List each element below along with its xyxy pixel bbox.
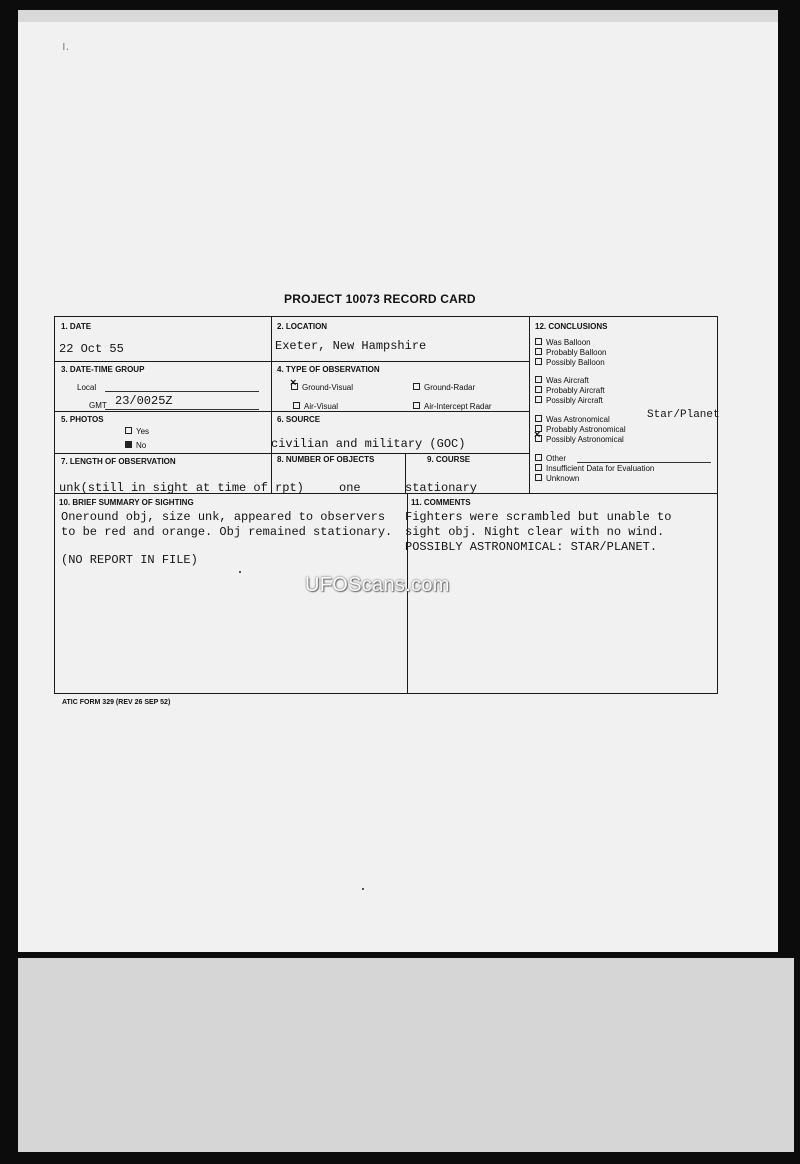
ink-speck [239,571,241,573]
local-label: Local [77,383,97,392]
location-label: 2. LOCATION [277,322,328,331]
date-label: 1. DATE [61,322,92,331]
lower-paper-sheet [18,958,794,1152]
conclusions-label: 12. CONCLUSIONS [535,322,608,331]
source-value: civilian and military (GOC) [271,437,466,451]
conclusion-option: Possibly Balloon [535,358,605,367]
conclusion-option: Probably Balloon [535,348,606,357]
comments-line: POSSIBLY ASTRONOMICAL: STAR/PLANET. [405,540,658,554]
length-of-observation-label: 7. LENGTH OF OBSERVATION [61,457,176,466]
conclusion-option: Possibly Aircraft [535,396,603,405]
divider [529,317,530,493]
checkbox-icon [535,396,542,403]
checkbox-icon [413,402,420,409]
location-value: Exeter, New Hampshire [275,339,427,353]
conclusion-option: Was Balloon [535,338,591,347]
checkbox-checked-icon [291,383,298,390]
corner-pencil-mark: ı. [62,38,70,53]
checkbox-icon [535,415,542,422]
checkbox-filled-icon [125,441,132,448]
checkbox-icon [535,464,542,471]
brief-summary-line: to be red and orange. Obj remained stationary. [61,525,393,539]
comments-line: sight obj. Night clear with no wind. [405,525,665,539]
course-label: 9. COURSE [427,455,471,464]
number-of-objects-value: one [339,481,361,495]
gmt-line [105,409,259,410]
option-air-intercept-radar: Air-Intercept Radar [413,402,492,411]
checkbox-icon [293,402,300,409]
brief-summary-line: Oneround obj, size unk, appeared to observers [61,510,386,524]
conclusion-option: Was Astronomical [535,415,610,424]
checkbox-checked-icon [535,435,542,442]
watermark: UFOScans.com [305,574,450,596]
brief-summary-label: 10. BRIEF SUMMARY OF SIGHTING [59,498,194,507]
divider [55,411,529,412]
checkbox-icon [125,427,132,434]
conclusion-option: Unknown [535,474,579,483]
checkbox-icon [535,386,542,393]
record-card-form [54,316,718,694]
divider [55,453,529,454]
divider [55,361,529,362]
conclusion-option: Probably Aircraft [535,386,605,395]
photos-label: 5. PHOTOS [61,415,104,424]
checkbox-icon [413,383,420,390]
conclusions-annotation: Star/Planet [647,409,720,421]
form-number: ATIC FORM 329 (REV 26 SEP 52) [62,699,171,706]
checkbox-icon [535,474,542,481]
course-value: stationary [405,481,478,495]
checkbox-icon [535,338,542,345]
conclusion-option: ×Possibly Astronomical [535,435,624,444]
datetime-group-label: 3. DATE-TIME GROUP [61,365,145,374]
comments-line: Fighters were scrambled but unable to [405,510,672,524]
comments-label: 11. COMMENTS [411,498,471,507]
checkbox-icon [535,348,542,355]
number-of-objects-label: 8. NUMBER OF OBJECTS [277,455,375,464]
checkbox-icon [535,358,542,365]
ink-speck [362,888,364,890]
option-photos-yes: Yes [125,427,149,436]
checkbox-icon [535,454,542,461]
option-ground-radar: Ground-Radar [413,383,475,392]
brief-summary-note: (NO REPORT IN FILE) [61,553,198,567]
conclusion-option: Probably Astronomical [535,425,626,434]
divider [271,317,272,493]
source-label: 6. SOURCE [277,415,321,424]
conclusion-option: Was Aircraft [535,376,589,385]
gmt-label: GMT [89,401,107,410]
length-of-observation-value: unk(still in sight at time of rpt) [59,481,304,495]
date-value: 22 Oct 55 [59,342,124,356]
card-title: PROJECT 10073 RECORD CARD [284,292,476,306]
sheet-top-edge [18,10,778,22]
local-line [105,391,259,392]
option-ground-visual: ×Ground-Visual [291,383,353,392]
option-photos-no: No [125,441,146,450]
type-of-observation-label: 4. TYPE OF OBSERVATION [277,365,380,374]
gmt-value: 23/0025Z [115,394,173,408]
other-line [577,462,711,463]
conclusion-option: Insufficient Data for Evaluation [535,464,654,473]
checkbox-icon [535,376,542,383]
conclusion-option: Other [535,454,566,463]
option-air-visual: Air-Visual [293,402,338,411]
